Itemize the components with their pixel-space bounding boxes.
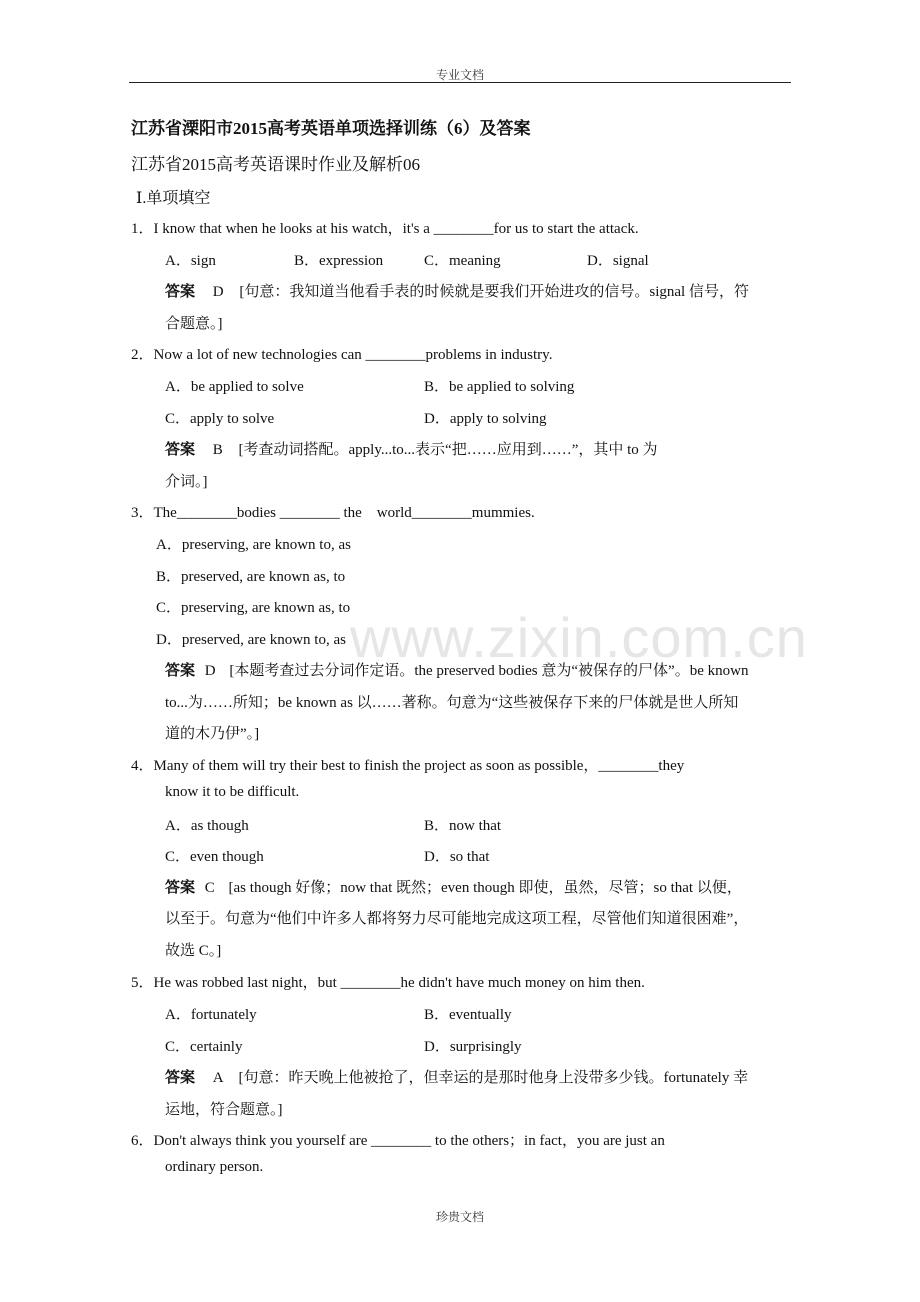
answer-key: A — [212, 1070, 223, 1086]
page-header: 专业文档 — [435, 68, 484, 82]
question-3-answer — [165, 659, 748, 680]
answer-label: 答案 — [165, 880, 196, 896]
answer-explanation: [句意：昨天晚上他被抢了，但幸运的是那时他身上没带多少钱。fortunately 幸 — [238, 1070, 749, 1086]
answer-key: B — [212, 442, 223, 458]
answer-explanation: [as though 好像；now that 既然；even though 即使，虽然，尽管；so that 以便， — [228, 880, 742, 896]
question-3-explanation-cont: to...为……所知；be known as 以……著称。句意为“这些被保存下来的尸体就是世人所知 — [165, 695, 739, 711]
question-5-stem: 5．He was robbed last night，but ________he didn't have much money on him then. — [131, 975, 645, 991]
answer-label: 答案 — [165, 663, 196, 679]
answer-label: 答案 — [165, 1070, 196, 1086]
question-4-answer — [165, 876, 742, 897]
question-2-option-b: B．be applied to solving — [424, 379, 575, 395]
question-2-answer — [165, 438, 658, 459]
question-6-stem: 6．Don't always think you yourself are ________ to the others；in fact，you are just an — [131, 1133, 665, 1149]
question-6-stem-cont: ordinary person. — [165, 1159, 264, 1175]
answer-key: C — [204, 880, 215, 896]
question-3-option-c: C．preserving, are known as, to — [156, 600, 351, 616]
question-1-option-b: B．expression — [294, 253, 384, 269]
document-title: 江苏省溧阳市2015高考英语单项选择训练（6）及答案 — [131, 119, 531, 138]
question-4-explanation-cont: 故选 C。] — [165, 943, 222, 959]
question-4-stem-cont: know it to be difficult. — [165, 784, 300, 800]
question-4-explanation-cont: 以至于。句意为“他们中许多人都将努力尽可能地完成这项工程，尽管他们知道很困难”， — [165, 911, 749, 927]
question-4-option-d: D．so that — [424, 849, 490, 865]
answer-key: D — [204, 663, 216, 679]
question-4-option-b: B．now that — [424, 818, 502, 834]
question-2-stem: 2．Now a lot of new technologies can ________problems in industry. — [131, 347, 553, 363]
answer-explanation: [本题考查过去分词作定语。the preserved bodies 意为“被保存的尸体”。be known — [229, 663, 749, 679]
question-1-stem: 1．I know that when he looks at his watch，it's a ________for us to start the attack. — [131, 221, 639, 237]
question-3-option-d: D．preserved, are known to, as — [156, 632, 346, 648]
question-1-option-d: D．signal — [587, 253, 649, 269]
question-5-option-b: B．eventually — [424, 1007, 512, 1023]
question-3-explanation-cont: 道的木乃伊”。] — [165, 726, 260, 742]
question-1-option-a: A．sign — [165, 253, 216, 269]
watermark: www.zixin.com.cn — [350, 606, 808, 669]
page-footer: 珍贵文档 — [435, 1210, 484, 1224]
answer-key: D — [212, 284, 224, 300]
question-5-option-c: C．certainly — [165, 1039, 243, 1055]
question-2-option-c: C．apply to solve — [165, 411, 275, 427]
header-rule — [129, 82, 791, 83]
question-3-option-b: B．preserved, are known as, to — [156, 569, 346, 585]
question-3-stem: 3．The________bodies ________ the world________mummies. — [131, 505, 535, 521]
question-1-answer — [165, 280, 749, 301]
question-2-option-a: A．be applied to solve — [165, 379, 304, 395]
question-5-option-a: A．fortunately — [165, 1007, 257, 1023]
question-5-option-d: D．surprisingly — [424, 1039, 522, 1055]
question-1-explanation-cont: 合题意。] — [165, 316, 223, 332]
document-subtitle: 江苏省2015高考英语课时作业及解析06 — [131, 155, 420, 174]
question-4-option-a: A．as though — [165, 818, 249, 834]
answer-explanation: [考查动词搭配。apply...to...表示“把……应用到……”，其中 to 为 — [238, 442, 658, 458]
question-5-explanation-cont: 运地，符合题意。] — [165, 1102, 283, 1118]
question-5-answer — [165, 1066, 748, 1087]
section-heading: Ⅰ.单项填空 — [136, 190, 211, 207]
question-4-stem: 4．Many of them will try their best to finish the project as soon as possible，________they — [131, 758, 685, 774]
question-1-option-c: C．meaning — [424, 253, 501, 269]
question-2-explanation-cont: 介词。] — [165, 474, 208, 490]
question-4-option-c: C．even though — [165, 849, 264, 865]
answer-label: 答案 — [165, 284, 196, 300]
answer-explanation: [句意：我知道当他看手表的时候就是要我们开始进攻的信号。signal 信号，符 — [239, 284, 749, 300]
answer-label: 答案 — [165, 442, 196, 458]
question-2-option-d: D．apply to solving — [424, 411, 547, 427]
question-3-option-a: A．preserving, are known to, as — [156, 537, 351, 553]
